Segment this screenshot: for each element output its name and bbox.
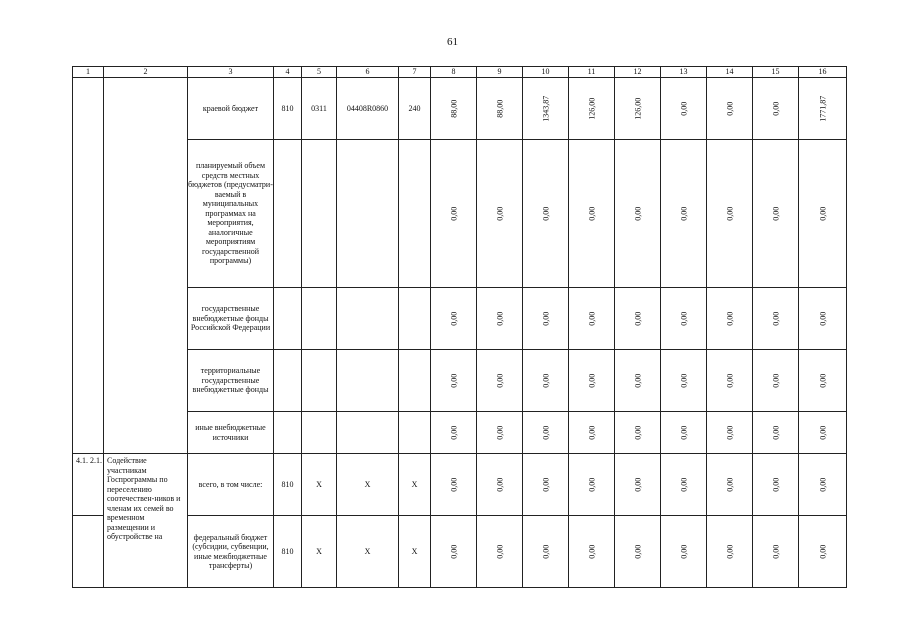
value-text: 88,00 — [448, 99, 458, 118]
col-7-cell — [399, 412, 431, 454]
source-label: всего, в том числе: — [188, 454, 274, 516]
header-cell-9: 9 — [477, 67, 523, 78]
value-text: 0,00 — [632, 311, 642, 326]
value-cell — [569, 516, 615, 588]
value-cell — [661, 454, 707, 516]
col-4-cell — [274, 412, 302, 454]
value-cell — [569, 140, 615, 288]
value-cell — [477, 516, 523, 588]
header-cell-7: 7 — [399, 67, 431, 78]
value-text: 0,00 — [724, 206, 734, 221]
value-cell — [431, 454, 477, 516]
value-text: 0,00 — [724, 425, 734, 440]
value-text: 0,00 — [586, 544, 596, 559]
value-cell — [661, 78, 707, 140]
value-text: 0,00 — [770, 544, 780, 559]
value-cell — [799, 412, 847, 454]
header-cell-4: 4 — [274, 67, 302, 78]
source-label: государственные внебюджетные фонды Российской Федерации — [188, 288, 274, 350]
table-row — [73, 78, 847, 140]
value-cell — [707, 412, 753, 454]
value-cell — [615, 516, 661, 588]
header-cell-13: 13 — [661, 67, 707, 78]
value-cell — [477, 288, 523, 350]
value-text: 0,00 — [448, 311, 458, 326]
source-label: краевой бюджет — [188, 78, 274, 140]
value-cell — [707, 140, 753, 288]
value-cell — [615, 288, 661, 350]
value-text: 0,00 — [448, 425, 458, 440]
value-cell — [615, 412, 661, 454]
value-cell — [569, 78, 615, 140]
col-5-cell: X — [302, 454, 337, 516]
header-cell-5: 5 — [302, 67, 337, 78]
value-cell — [523, 140, 569, 288]
value-text: 0,00 — [817, 311, 827, 326]
col-6-cell: 04408R0860 — [337, 78, 399, 140]
value-text: 0,00 — [724, 101, 734, 116]
value-cell — [477, 412, 523, 454]
value-text: 88,00 — [494, 99, 504, 118]
value-cell — [615, 454, 661, 516]
col-7-cell: 240 — [399, 78, 431, 140]
col-5-cell — [302, 140, 337, 288]
value-text: 0,00 — [770, 373, 780, 388]
value-cell — [569, 412, 615, 454]
value-text: 0,00 — [817, 544, 827, 559]
value-text: 0,00 — [724, 311, 734, 326]
value-cell — [707, 288, 753, 350]
value-cell — [615, 140, 661, 288]
value-cell — [707, 454, 753, 516]
table-row — [73, 454, 847, 516]
value-text: 0,00 — [448, 373, 458, 388]
value-cell — [753, 350, 799, 412]
value-text: 0,00 — [678, 425, 688, 440]
budget-table — [72, 66, 847, 588]
value-cell — [799, 350, 847, 412]
value-text: 0,00 — [632, 373, 642, 388]
value-text: 0,00 — [770, 477, 780, 492]
header-cell-16: 16 — [799, 67, 847, 78]
value-text: 0,00 — [632, 425, 642, 440]
col-4-cell: 810 — [274, 454, 302, 516]
col-4-cell: 810 — [274, 516, 302, 588]
value-text: 126,00 — [586, 97, 596, 120]
header-cell-6: 6 — [337, 67, 399, 78]
value-cell — [661, 412, 707, 454]
value-cell — [477, 140, 523, 288]
header-cell-10: 10 — [523, 67, 569, 78]
header-cell-11: 11 — [569, 67, 615, 78]
header-cell-8: 8 — [431, 67, 477, 78]
value-text: 0,00 — [540, 425, 550, 440]
value-text: 0,00 — [494, 311, 504, 326]
table-row — [73, 288, 847, 350]
col-7-cell — [399, 140, 431, 288]
source-label: территориальные государственные внебюджетные фонды — [188, 350, 274, 412]
header-cell-3: 3 — [188, 67, 274, 78]
value-cell — [523, 516, 569, 588]
value-text: 0,00 — [817, 477, 827, 492]
value-cell — [661, 516, 707, 588]
value-text: 0,00 — [540, 373, 550, 388]
header-cell-2: 2 — [104, 67, 188, 78]
col-4-cell — [274, 288, 302, 350]
value-text: 0,00 — [724, 477, 734, 492]
value-text: 0,00 — [770, 206, 780, 221]
page-number: 61 — [447, 36, 458, 48]
value-text: 0,00 — [494, 206, 504, 221]
table-row — [73, 412, 847, 454]
value-text: 0,00 — [494, 373, 504, 388]
value-text: 1771,87 — [817, 95, 827, 122]
value-cell — [615, 350, 661, 412]
value-cell — [569, 454, 615, 516]
value-text: 0,00 — [770, 425, 780, 440]
value-text: 0,00 — [632, 544, 642, 559]
value-cell — [753, 288, 799, 350]
table-row — [73, 350, 847, 412]
value-text: 0,00 — [678, 544, 688, 559]
value-cell — [569, 350, 615, 412]
col-6-cell — [337, 412, 399, 454]
col-7-cell — [399, 288, 431, 350]
value-text: 0,00 — [494, 477, 504, 492]
value-cell — [431, 140, 477, 288]
value-cell — [707, 516, 753, 588]
value-text: 0,00 — [724, 373, 734, 388]
source-label: планируемый объем средств местных бюджетов (предусматри-ваемый в муниципальных программах на мероприятия, аналогичные мероприятиям государственной программы) — [188, 140, 274, 288]
value-cell — [431, 350, 477, 412]
col-7-cell: X — [399, 454, 431, 516]
value-text: 0,00 — [817, 373, 827, 388]
value-cell — [753, 454, 799, 516]
value-cell — [523, 454, 569, 516]
source-label: иные внебюджетные источники — [188, 412, 274, 454]
value-text: 0,00 — [586, 477, 596, 492]
value-cell — [799, 140, 847, 288]
group2-code-cell: 4.1. 2.1. — [73, 454, 104, 516]
value-cell — [753, 412, 799, 454]
col-6-cell: X — [337, 454, 399, 516]
value-cell — [431, 516, 477, 588]
value-text: 0,00 — [494, 544, 504, 559]
header-cell-1: 1 — [73, 67, 104, 78]
value-cell — [707, 78, 753, 140]
col-5-cell: 0311 — [302, 78, 337, 140]
value-cell — [753, 78, 799, 140]
col-5-cell — [302, 412, 337, 454]
col-6-cell — [337, 288, 399, 350]
source-label: федеральный бюджет (субсидии, субвенции, иные межбюджетные трансферты) — [188, 516, 274, 588]
value-cell — [661, 350, 707, 412]
value-cell — [523, 412, 569, 454]
value-text: 0,00 — [540, 206, 550, 221]
value-text: 1343,87 — [540, 95, 550, 122]
value-text: 0,00 — [632, 206, 642, 221]
value-cell — [569, 288, 615, 350]
value-cell — [477, 78, 523, 140]
value-text: 0,00 — [678, 101, 688, 116]
value-cell — [661, 140, 707, 288]
col-4-cell: 810 — [274, 78, 302, 140]
header-cell-14: 14 — [707, 67, 753, 78]
table-row — [73, 516, 847, 588]
value-text: 0,00 — [494, 425, 504, 440]
value-text: 0,00 — [678, 477, 688, 492]
header-row — [73, 67, 847, 78]
table-row — [73, 140, 847, 288]
header-cell-12: 12 — [615, 67, 661, 78]
value-cell — [523, 78, 569, 140]
col-6-cell: X — [337, 516, 399, 588]
value-cell — [799, 454, 847, 516]
value-text: 0,00 — [448, 206, 458, 221]
group2-title-cell: Содействие участникам Госпрограммы по переселению соотечествен-ников и членам их семей во временном размещении и обустройстве на — [104, 454, 188, 588]
value-cell — [431, 78, 477, 140]
value-cell — [661, 288, 707, 350]
value-text: 0,00 — [540, 477, 550, 492]
col-5-cell — [302, 350, 337, 412]
value-text: 0,00 — [540, 311, 550, 326]
value-cell — [523, 350, 569, 412]
value-text: 0,00 — [678, 311, 688, 326]
value-text: 126,00 — [632, 97, 642, 120]
col-4-cell — [274, 140, 302, 288]
value-cell — [799, 288, 847, 350]
value-cell — [431, 412, 477, 454]
value-cell — [707, 350, 753, 412]
value-text: 0,00 — [678, 206, 688, 221]
value-cell — [799, 516, 847, 588]
col-6-cell — [337, 140, 399, 288]
value-text: 0,00 — [448, 477, 458, 492]
value-cell — [753, 516, 799, 588]
group1-code-cell — [73, 78, 104, 454]
col-7-cell — [399, 350, 431, 412]
value-cell — [523, 288, 569, 350]
value-cell — [799, 78, 847, 140]
value-text: 0,00 — [586, 425, 596, 440]
value-text: 0,00 — [448, 544, 458, 559]
value-text: 0,00 — [817, 425, 827, 440]
col-5-cell — [302, 288, 337, 350]
value-text: 0,00 — [678, 373, 688, 388]
value-text: 0,00 — [724, 544, 734, 559]
group1-title-cell — [104, 78, 188, 454]
value-cell — [477, 454, 523, 516]
header-cell-15: 15 — [753, 67, 799, 78]
group2-code-cont-cell — [73, 516, 104, 588]
col-7-cell: X — [399, 516, 431, 588]
value-text: 0,00 — [540, 544, 550, 559]
col-4-cell — [274, 350, 302, 412]
value-text: 0,00 — [632, 477, 642, 492]
value-cell — [477, 350, 523, 412]
value-text: 0,00 — [770, 311, 780, 326]
value-cell — [431, 288, 477, 350]
value-text: 0,00 — [586, 311, 596, 326]
value-text: 0,00 — [586, 373, 596, 388]
value-text: 0,00 — [586, 206, 596, 221]
col-5-cell: X — [302, 516, 337, 588]
value-text: 0,00 — [770, 101, 780, 116]
value-cell — [615, 78, 661, 140]
value-text: 0,00 — [817, 206, 827, 221]
value-cell — [753, 140, 799, 288]
col-6-cell — [337, 350, 399, 412]
